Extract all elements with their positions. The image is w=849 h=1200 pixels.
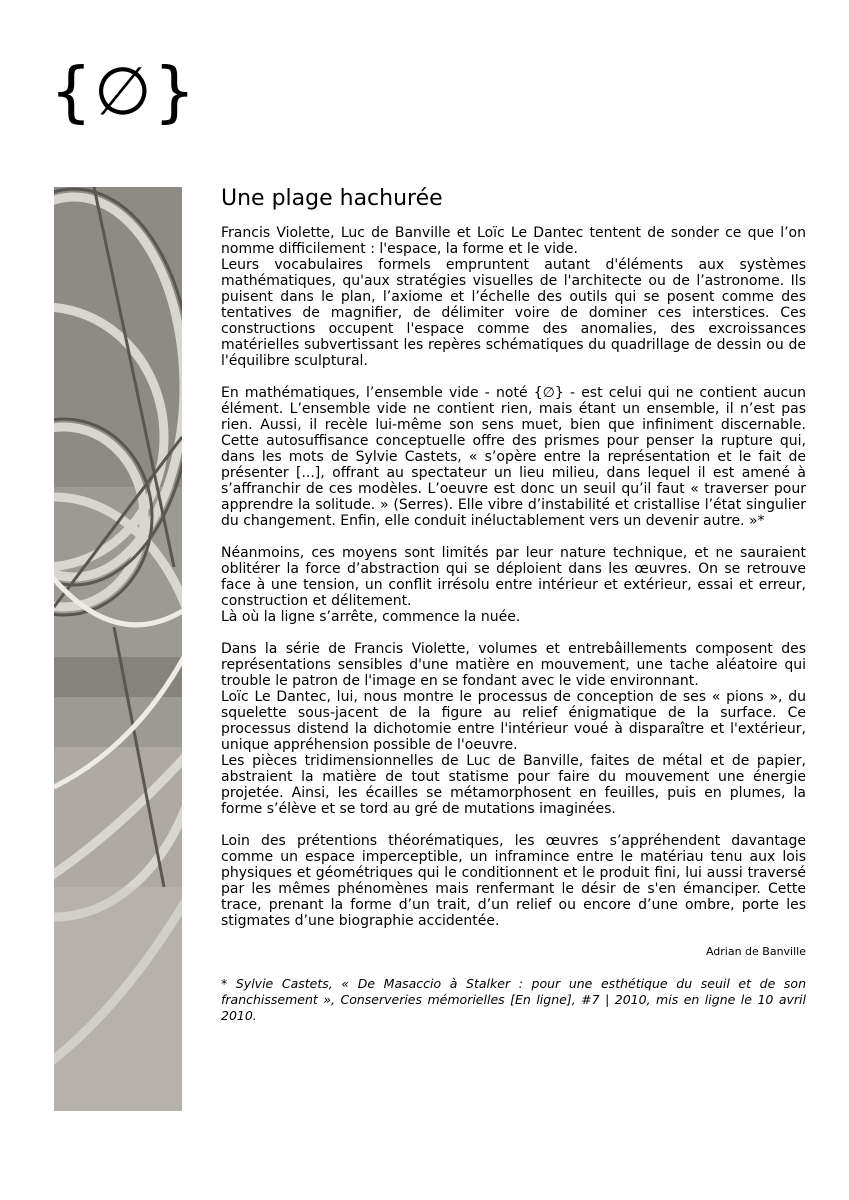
paragraph-conclusion bbox=[221, 833, 806, 929]
footnote: * Sylvie Castets, « De Masaccio à Stalker : pour une esthétique du seuil et de son franchissement », Conserveries mémorielles [En ligne], #7 | 2010, mis en ligne le 10 avril 2010. bbox=[221, 976, 806, 1023]
paragraph-tension bbox=[221, 545, 806, 625]
paragraph-text: Leurs vocabulaires formels empruntent autant d'éléments aux systèmes mathématiques, qu'aux stratégies visuelles de l'architecte ou de l’astronome. Ils puisent dans le plan, l’axiome et l’échelle des outils qui se posent comme des tentatives de magnifier, de délimiter voire de dominer ces interstices. Ces constructions occupent l'espace comme des anomalies, des excroissances matérielles subvertissant les repères schématiques du quadrillage de dessin ou de l'équilibre sculptural. bbox=[221, 257, 806, 369]
paragraph-text: En mathématiques, l’ensemble vide - noté {∅} - est celui qui ne contient aucun élément. L’ensemble vide ne contient rien, mais étant un ensemble, il n’est pas rien. Aussi, il recèle lui-même son sens muet, bien que infiniment discernable. Cette autosuffisance conceptuelle offre des prismes pour penser la rupture qui, dans les mots de Sylvie Castets, « s’opère entre la représentation et le fait de présenter [...], offrant au spectateur un lieu milieu, dans lequel il est amené à s’affranchir de ces modèles. L’oeuvre est donc un seuil qu’il faut « traverser pour apprendre la solitude. » (Serres). Elle vibre d’instabilité et cristallise l’état singulier du changement. Enfin, elle conduit inéluctablement vers un devenir autre. »* bbox=[221, 385, 806, 529]
paragraph-empty-set bbox=[221, 385, 806, 529]
paragraph-intro bbox=[221, 225, 806, 369]
article bbox=[221, 184, 806, 1024]
paragraph-text: Francis Violette, Luc de Banville et Loïc Le Dantec tentent de sonder ce que l’on nomme difficilement : l'espace, la forme et le vide. bbox=[221, 225, 806, 257]
paragraph-text: Les pièces tridimensionnelles de Luc de Banville, faites de métal et de papier, abstraient la matière de tout statisme pour faire du mouvement une énergie projetée. Ainsi, les écailles se métamorphosent en feuilles, puis en plumes, la forme s’élève et se tord au gré de mutations imaginées. bbox=[221, 753, 806, 817]
paragraph-text: Loin des prétentions théorématiques, les œuvres s’appréhendent davantage comme un espace imperceptible, un inframince entre le matériau tenu aux lois physiques et géométriques qui le conditionnent et le produit fini, lui aussi traversé par les mêmes phénomènes mais renfermant le désir de s'en émanciper. Cette trace, prenant la forme d’un trait, d’un relief ou encore d’une ombre, porte les stigmates d’une biographie accidentée. bbox=[221, 833, 806, 929]
author-signature: Adrian de Banville bbox=[705, 945, 806, 958]
article-title: Une plage hachurée bbox=[221, 186, 443, 211]
paragraph-text: Loïc Le Dantec, lui, nous montre le processus de conception de ses « pions », du squelette sous-jacent de la figure au relief énigmatique de la surface. Ce processus distend la dichotomie entre l'intérieur voué à disparaître et l'extérieur, unique appréhension possible de l'oeuvre. bbox=[221, 689, 806, 753]
paragraph-text: Néanmoins, ces moyens sont limités par leur nature technique, et ne sauraient oblitérer la force d’abstraction qui se déploient dans les œuvres. On se retrouve face à une tension, un conflit irrésolu entre intérieur et extérieur, essai et erreur, construction et délitement. bbox=[221, 545, 806, 609]
paragraph-text: Là où la ligne s’arrête, commence la nuée. bbox=[221, 609, 521, 625]
abstract-metal-sculpture-icon bbox=[54, 187, 182, 1111]
sculpture-photo bbox=[54, 187, 182, 1111]
paragraph-artists bbox=[221, 641, 806, 817]
paragraph-text: Dans la série de Francis Violette, volumes et entrebâillements composent des représentations sensibles d'une matière en mouvement, une tache aléatoire qui trouble le patron de l'image en se fondant avec le vide environnant. bbox=[221, 641, 806, 689]
logo-empty-set: {∅} bbox=[50, 53, 198, 130]
